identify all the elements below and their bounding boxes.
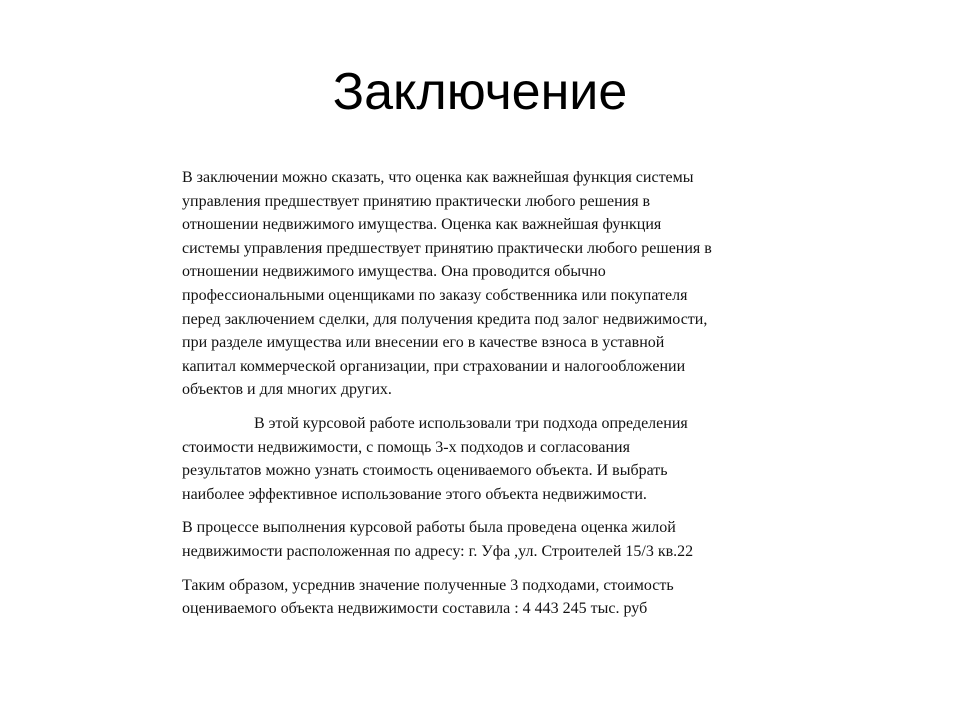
slide-body <box>182 166 782 631</box>
paragraph-intro <box>182 166 782 402</box>
text-line: капитал коммерческой организации, при страховании и налогообложении <box>182 357 686 375</box>
text-line: В заключении можно сказать, что оценка как важнейшая функция системы <box>182 169 694 186</box>
text-line: результатов можно узнать стоимость оцениваемого объекта. И выбрать <box>182 462 668 480</box>
slide-title: Заключение <box>332 63 628 121</box>
text-line: профессиональными оценщиками по заказу собственника или покупателя <box>182 286 688 304</box>
text-line: управления предшествует принятию практически любого решения в <box>182 192 651 210</box>
text-line: отношении недвижимого имущества. Она проводится обычно <box>182 263 606 281</box>
paragraph-approaches <box>182 412 782 506</box>
text-line: объектов и для многих других. <box>182 381 392 399</box>
text-line: Таким образом, усреднив значение полученные 3 подходами, стоимость <box>182 576 674 594</box>
text-line: отношении недвижимого имущества. Оценка как важнейшая функция <box>182 216 662 234</box>
text-line: оцениваемого объекта недвижимости составила : 4 443 245 тыс. руб <box>182 600 648 618</box>
text-line: В этой курсовой работе использовали три подхода определения <box>254 414 688 432</box>
paragraph-address <box>182 516 782 563</box>
text-line: системы управления предшествует принятию практически любого решения в <box>182 239 712 257</box>
text-line: В процессе выполнения курсовой работы была проведена оценка жилой <box>182 519 676 537</box>
text-line: перед заключением сделки, для получения кредита под залог недвижимости, <box>182 310 708 328</box>
text-line: недвижимости расположенная по адресу: г. Уфа ,ул. Строителей 15/3 кв.22 <box>182 542 694 560</box>
text-line: наиболее эффективное использование этого объекта недвижимости. <box>182 485 647 503</box>
paragraph-result <box>182 574 782 621</box>
text-line: при разделе имущества или внесении его в качестве взноса в уставной <box>182 334 665 352</box>
text-line: стоимости недвижимости, с помощь 3-х подходов и согласования <box>182 438 630 456</box>
